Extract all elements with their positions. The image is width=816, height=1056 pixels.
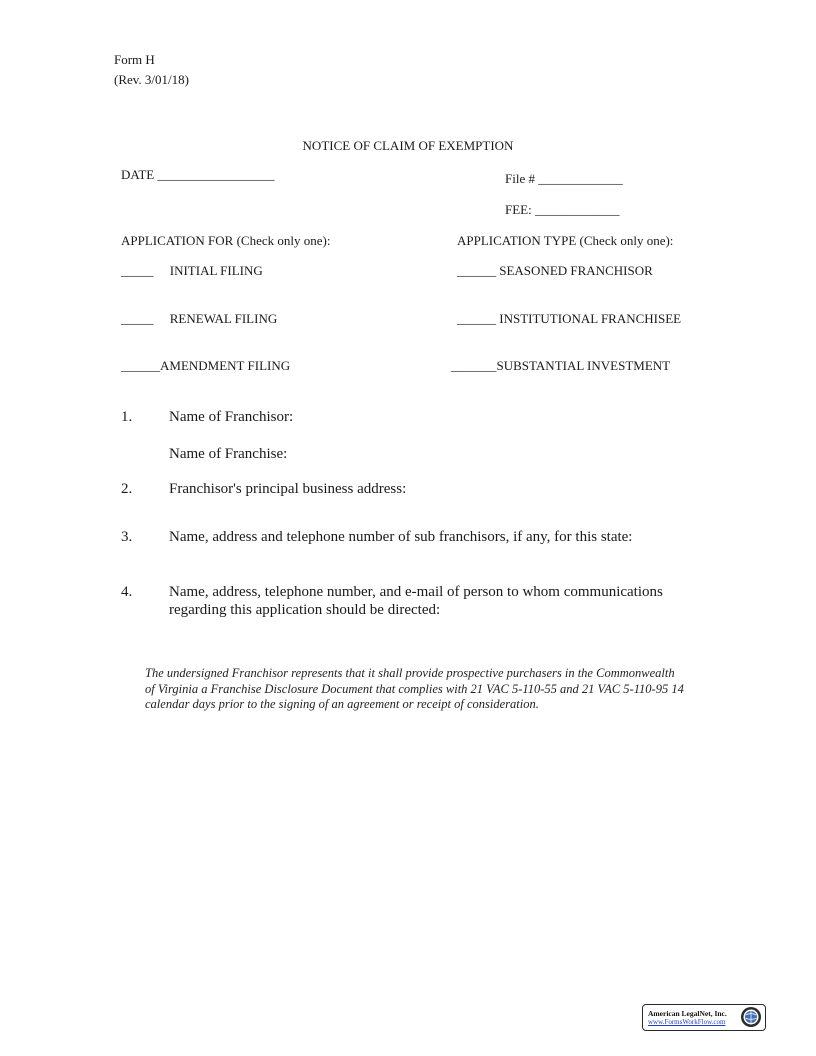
question-number: 4.: [121, 584, 133, 600]
question-number: 2.: [121, 481, 133, 497]
application-for-heading: APPLICATION FOR (Check only one):: [121, 233, 331, 248]
form-revision: (Rev. 3/01/18): [114, 72, 189, 87]
file-number-field[interactable]: File # _____________: [505, 171, 623, 186]
application-type-heading: APPLICATION TYPE (Check only one):: [457, 233, 674, 248]
franchisor-statement: The undersigned Franchisor represents that it shall provide prospective purchasers in the Commonwealth of Virginia a Franchise Disclosure Document that complies with 21 VAC 5-110-55 and 21 VAC 5-110-95 14 calendar days prior to the signing of an agreement or receipt of consideration.: [145, 666, 684, 711]
logo-company-name: American LegalNet, Inc.: [648, 1009, 727, 1018]
globe-emblem-icon: [740, 1006, 762, 1028]
option-renewal-filing[interactable]: _____ RENEWAL FILING: [121, 311, 278, 326]
question-business-address: Franchisor's principal business address:: [169, 481, 407, 497]
question-sub-franchisors: Name, address and telephone number of sub franchisors, if any, for this state:: [169, 529, 633, 545]
option-seasoned-franchisor[interactable]: ______ SEASONED FRANCHISOR: [457, 263, 653, 278]
question-number: 1.: [121, 409, 133, 425]
option-institutional-franchisee[interactable]: ______ INSTITUTIONAL FRANCHISEE: [457, 311, 682, 326]
option-initial-filing[interactable]: _____ INITIAL FILING: [121, 263, 263, 278]
fee-field[interactable]: FEE: _____________: [505, 202, 620, 217]
footer-logo[interactable]: [642, 1004, 766, 1031]
date-field[interactable]: DATE __________________: [121, 167, 275, 182]
question-contact-person-cont: regarding this application should be directed:: [169, 602, 441, 618]
question-contact-person: Name, address, telephone number, and e-mail of person to whom communications: [169, 584, 663, 600]
form-id: Form H: [114, 52, 155, 67]
question-number: 3.: [121, 529, 133, 545]
page-title: NOTICE OF CLAIM OF EXEMPTION: [302, 138, 514, 153]
question-franchisor-name: Name of Franchisor:: [169, 409, 294, 425]
question-franchise-name: Name of Franchise:: [169, 446, 288, 462]
logo-url-link[interactable]: www.FormsWorkFlow.com: [648, 1018, 726, 1026]
option-substantial-investment[interactable]: _______SUBSTANTIAL INVESTMENT: [451, 358, 671, 373]
option-amendment-filing[interactable]: ______AMENDMENT FILING: [121, 358, 291, 373]
